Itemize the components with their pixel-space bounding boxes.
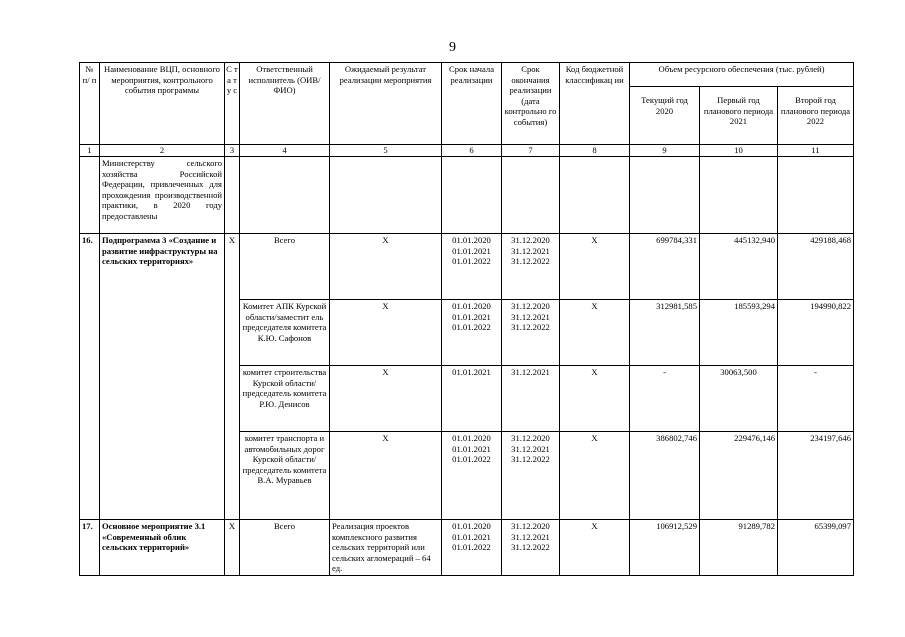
row-16-2021: 445132,940 (700, 234, 778, 300)
col-num: 1 (80, 145, 100, 157)
row-16b-executor: комитет строительства Курской области/ председатель комитета Р.Ю. Денисов (240, 366, 330, 432)
row-17-result: Реализация проектов комплексного развития сельских территорий или сельских агломераций – 64 ед. (330, 520, 442, 576)
row-17-executor: Всего (240, 520, 330, 576)
row-16a-2022: 194990,822 (778, 300, 854, 366)
col-num: 8 (560, 145, 630, 157)
row-17-2022: 65399,097 (778, 520, 854, 576)
header-result: Ожидаемый результат реализации мероприятия (330, 63, 442, 145)
row-cont-name: Министерству сельского хозяйства Российской Федерации, привлеченных для прохождения производственной практики, в 2020 году предоставлены (100, 157, 225, 234)
col-num: 4 (240, 145, 330, 157)
row-16b-end: 31.12.2021 (502, 366, 560, 432)
col-num: 11 (778, 145, 854, 157)
row-16c-start: 01.01.2020 01.01.2021 01.01.2022 (442, 432, 502, 520)
row-16b-2021: 30063,500 (700, 366, 778, 432)
header-status: С т а т у с (225, 63, 240, 145)
row-16c-2020: 386802,746 (630, 432, 700, 520)
row-16-2020: 699784,331 (630, 234, 700, 300)
col-num: 5 (330, 145, 442, 157)
row-16-end: 31.12.2020 31.12.2021 31.12.2022 (502, 234, 560, 300)
row-16b-result: Х (330, 366, 442, 432)
row-16c-result: Х (330, 432, 442, 520)
header-start: Срок начала реализации (442, 63, 502, 145)
row-16a-executor: Комитет АПК Курской области/заместит ель председателя комитета К.Ю. Сафонов (240, 300, 330, 366)
row-16-num: 16. (80, 234, 100, 520)
col-num: 7 (502, 145, 560, 157)
column-number-row (80, 145, 854, 157)
row-16a-end: 31.12.2020 31.12.2021 31.12.2022 (502, 300, 560, 366)
row-16c-executor: комитет транспорта и автомобильных дорог Курской области/ председатель комитета В.А. Муравьев (240, 432, 330, 520)
program-table (79, 62, 854, 576)
row-16-2022: 429188,468 (778, 234, 854, 300)
row-17-status: Х (225, 520, 240, 576)
row-17-name: Основное мероприятие 3.1 «Современный облик сельских территорий» (100, 520, 225, 576)
row-16a-result: Х (330, 300, 442, 366)
row-16a-start: 01.01.2020 01.01.2021 01.01.2022 (442, 300, 502, 366)
row-16b-code: Х (560, 366, 630, 432)
row-cont-num (80, 157, 100, 234)
header-2022: Второй год планового периода 2022 (778, 87, 854, 145)
row-16c-code: Х (560, 432, 630, 520)
row-16a-code: Х (560, 300, 630, 366)
col-num: 2 (100, 145, 225, 157)
row-17-2020: 106912,529 (630, 520, 700, 576)
row-16c-2021: 229476,146 (700, 432, 778, 520)
col-num: 10 (700, 145, 778, 157)
table-row-16 (80, 234, 854, 300)
row-16c-end: 31.12.2020 31.12.2021 31.12.2022 (502, 432, 560, 520)
row-16b-2020: - (630, 366, 700, 432)
col-num: 6 (442, 145, 502, 157)
row-16-start: 01.01.2020 01.01.2021 01.01.2022 (442, 234, 502, 300)
header-row-1 (80, 63, 854, 87)
header-volume: Объем ресурсного обеспечения (тыс. рублей) (630, 63, 854, 87)
row-16-executor: Всего (240, 234, 330, 300)
header-code: Код бюджетной классификац ии (560, 63, 630, 145)
row-16-result: Х (330, 234, 442, 300)
row-16a-2020: 312981,585 (630, 300, 700, 366)
row-16-status: Х (225, 234, 240, 520)
table-row-continuation (80, 157, 854, 234)
row-16b-start: 01.01.2021 (442, 366, 502, 432)
row-16b-2022: - (778, 366, 854, 432)
page-number: 9 (449, 40, 456, 55)
header-end: Срок окончания реализации (дата контрольно го события) (502, 63, 560, 145)
row-17-num: 17. (80, 520, 100, 576)
header-executor: Ответственный исполнитель (ОИВ/ФИО) (240, 63, 330, 145)
table-row-17 (80, 520, 854, 576)
header-name: Наименование ВЦП, основного мероприятия, контрольного события программы (100, 63, 225, 145)
row-17-2021: 91289,782 (700, 520, 778, 576)
row-16-code: Х (560, 234, 630, 300)
header-2021: Первый год планового периода 2021 (700, 87, 778, 145)
row-16a-2021: 185593,294 (700, 300, 778, 366)
header-2020: Текущий год 2020 (630, 87, 700, 145)
row-16c-2022: 234197,646 (778, 432, 854, 520)
row-17-start: 01.01.2020 01.01.2021 01.01.2022 (442, 520, 502, 576)
row-17-end: 31.12.2020 31.12.2021 31.12.2022 (502, 520, 560, 576)
row-17-code: Х (560, 520, 630, 576)
header-num: № п/ п (80, 63, 100, 145)
col-num: 9 (630, 145, 700, 157)
row-16-name: Подпрограмма 3 «Создание и развитие инфраструктуры на сельских территориях» (100, 234, 225, 520)
col-num: 3 (225, 145, 240, 157)
